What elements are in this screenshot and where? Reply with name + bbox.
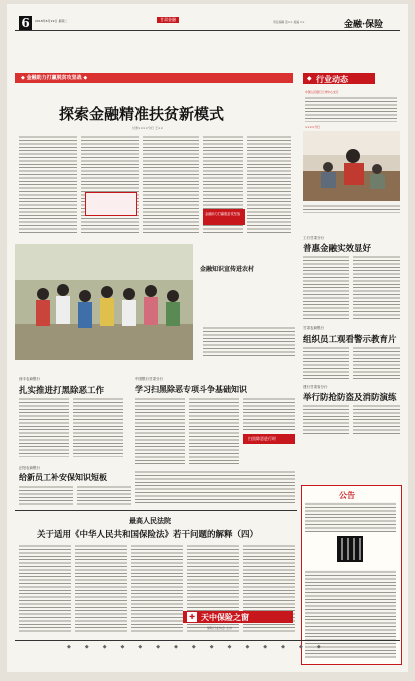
mid-third-body — [135, 470, 295, 504]
mid-second-body-c — [243, 397, 295, 431]
industry-news-icon: ◆ — [307, 75, 312, 82]
left-third-kicker: 正阳农商银行 — [19, 466, 40, 470]
photo-caption-right — [303, 204, 400, 213]
main-body-col-2 — [81, 135, 139, 233]
court-top-rule — [15, 510, 297, 511]
court-body-col-3 — [131, 544, 183, 634]
mid-second-kicker: 中国银行甘肃分行 — [135, 377, 163, 381]
rural-finance-illustration — [15, 244, 193, 360]
left-second-kicker: 西丰农商银行 — [19, 377, 40, 381]
notice-title: 公告 — [339, 490, 355, 500]
mid-second-body-b — [189, 397, 239, 465]
left-third-headline: 给新员工补安保知识短板 — [19, 472, 107, 482]
court-body-col-2 — [75, 544, 127, 634]
header-rule — [15, 30, 400, 31]
bank-staff-illustration — [303, 131, 400, 201]
mid-second-headline: 学习扫黑除恶专项斗争基础知识 — [135, 384, 247, 394]
left-photo-caption — [203, 326, 295, 356]
main-body-col-5 — [247, 135, 291, 233]
right2-kicker: 甘肃农商银行 — [303, 326, 324, 330]
main-headline: 探索金融精准扶贫新模式 — [59, 105, 225, 123]
right2-body-a — [303, 346, 349, 380]
insurance-window-sub: 保险行业协会 主办 — [207, 626, 232, 630]
industry-news-label: 行业动态 — [316, 74, 348, 84]
right3-body-b — [353, 404, 400, 436]
insurance-window-label: 天中保险之窗 — [201, 612, 249, 622]
right2-headline: 组织员工观看警示教育片 — [303, 335, 397, 345]
right3-kicker: 建行甘肃省分行 — [303, 385, 328, 389]
industry-news-tag-2: ××××分行 — [305, 125, 320, 129]
banner-label: ◆ 金融助力打赢脱贫攻坚战 ◆ — [21, 75, 88, 81]
photo-feature-title: 金融知识宣传进农村 — [200, 266, 255, 273]
industry-news-tag-1: 中国人民银行兰州中心支行 — [305, 90, 339, 94]
left-third-body-b — [77, 485, 131, 505]
mid-second-body-a — [135, 397, 185, 465]
section-title: 金融·保险 — [344, 20, 384, 30]
newspaper-page — [7, 4, 408, 672]
info-box — [85, 192, 137, 216]
mid-tag-label: 扫黑除恶进行时 — [248, 436, 276, 441]
right2-body-b — [353, 346, 400, 380]
insurance-window-icon: ✚ — [187, 612, 197, 622]
left-second-headline: 扎实推进打黑除恶工作 — [19, 386, 105, 396]
callout-label: 金融助力打赢脱贫攻坚战 — [205, 212, 241, 216]
court-body-col-1 — [19, 544, 71, 634]
issue-date: 2018年6月19日 星期二 — [35, 19, 68, 23]
qr-code — [337, 536, 363, 562]
court-kicker: 最高人民法院 — [129, 516, 171, 525]
footer-rule — [15, 640, 400, 641]
rural-finance-photo — [15, 244, 193, 360]
footer-ornament: ◆◆◆◆◆◆◆◆◆◆◆◆◆◆◆ — [67, 644, 335, 650]
main-body-col-3 — [143, 135, 199, 233]
left-second-body-b — [73, 397, 123, 457]
left-second-body-a — [19, 397, 69, 457]
main-byline: 甘肃××××分行 王×× — [132, 126, 164, 130]
bank-staff-photo — [303, 131, 400, 201]
page-number: 6 — [21, 16, 30, 30]
masthead: 甘肃金融 — [157, 17, 179, 23]
right1-body-a — [303, 255, 349, 319]
right1-kicker: 工行甘肃分行 — [303, 236, 324, 240]
right1-headline: 普惠金融实效显好 — [303, 244, 372, 254]
editor-credit: 责任编辑 张×× 美编 ×× — [273, 20, 305, 24]
main-body-col-1 — [19, 135, 77, 233]
right1-body-b — [353, 255, 400, 319]
left-third-body-a — [19, 485, 73, 505]
right3-body-a — [303, 404, 349, 436]
industry-news-body — [305, 96, 397, 122]
court-headline: 关于适用《中华人民共和国保险法》若干问题的解释（四） — [37, 530, 259, 540]
right3-headline: 举行防抢防盗及消防演练 — [303, 393, 397, 403]
notice-body-a — [305, 502, 396, 532]
